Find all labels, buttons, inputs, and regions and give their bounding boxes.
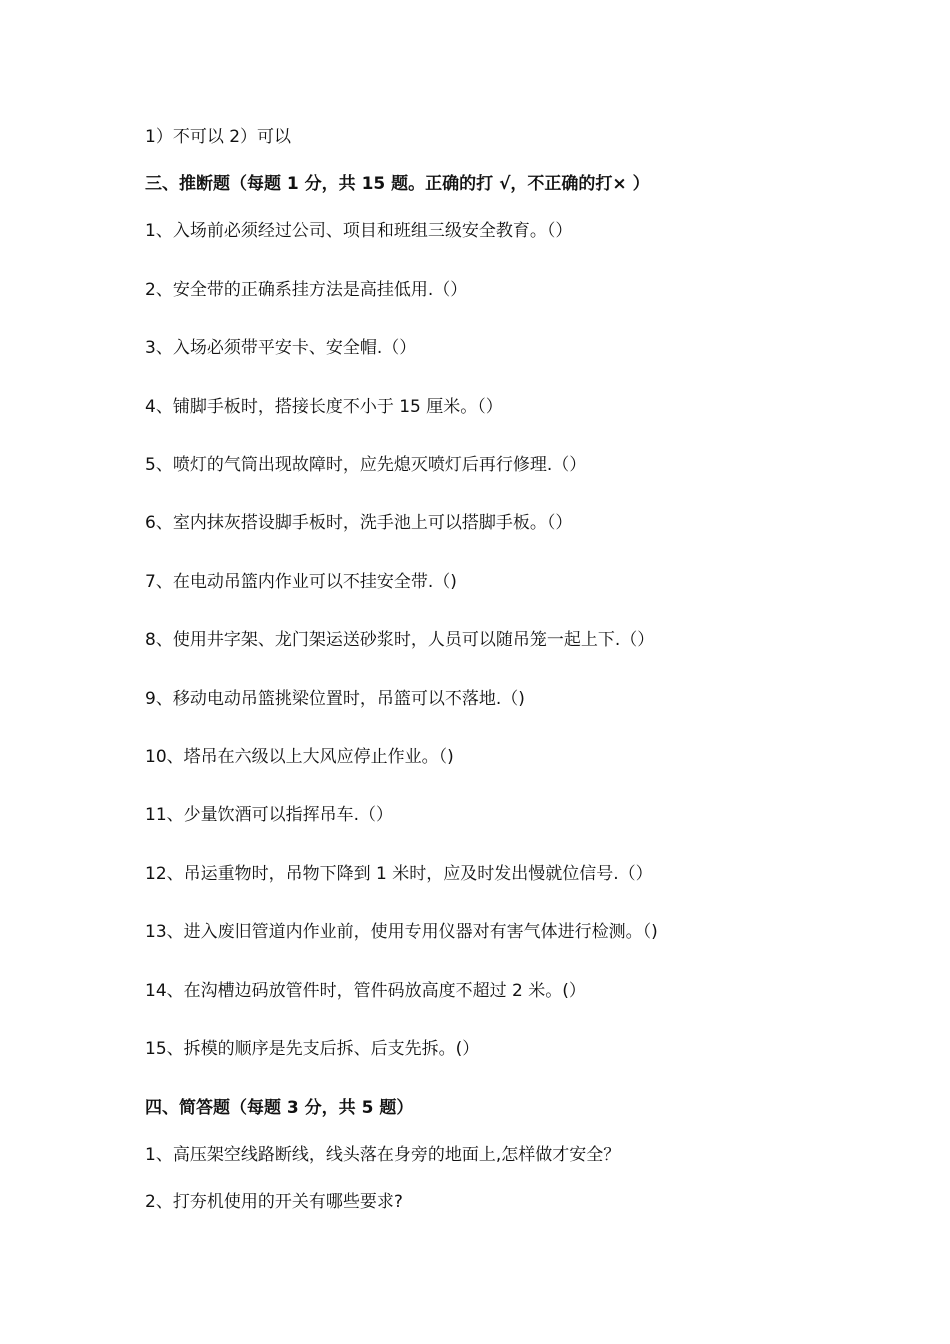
question-item: 6、室内抹灰搭设脚手板时，洗手池上可以搭脚手板。（） [145,513,573,533]
question-item: 14、在沟槽边码放管件时，管件码放高度不超过 2 米。(） [145,981,586,1001]
question-item: 5、喷灯的气筒出现故障时，应先熄灭喷灯后再行修理.（） [145,455,587,475]
question-item: 15、拆模的顺序是先支后拆、后支先拆。(） [145,1039,480,1059]
previous-answer-line: 1）不可以 2）可以 [145,127,292,147]
question-item: 4、铺脚手板时，搭接长度不小于 15 厘米。（） [145,397,503,417]
question-item: 2、打夯机使用的开关有哪些要求? [145,1192,403,1212]
question-item: 8、使用井字架、龙门架运送砂浆时，人员可以随吊笼一起上下.（） [145,630,655,650]
question-item: 3、入场必须带平安卡、安全帽.（） [145,338,417,358]
section-3-heading: 三、推断题（每题 1 分，共 15 题。正确的打 √，不正确的打× ） [145,174,650,194]
question-item: 13、进入废旧管道内作业前，使用专用仪器对有害气体进行检测。（) [145,922,658,942]
question-item: 2、安全带的正确系挂方法是高挂低用.（） [145,280,468,300]
question-item: 1、入场前必须经过公司、项目和班组三级安全教育。（） [145,221,573,241]
question-item: 1、高压架空线路断线，线头落在身旁的地面上,怎样做才安全？ [145,1145,621,1165]
question-item: 9、移动电动吊篮挑梁位置时，吊篮可以不落地.（) [145,689,525,709]
question-item: 10、塔吊在六级以上大风应停止作业。（) [145,747,454,767]
question-item: 11、少量饮酒可以指挥吊车.（） [145,805,394,825]
section-4-heading: 四、简答题（每题 3 分，共 5 题） [145,1098,414,1118]
question-item: 12、吊运重物时，吊物下降到 1 米时，应及时发出慢就位信号.（） [145,864,653,884]
question-item: 7、在电动吊篮内作业可以不挂安全带.（) [145,572,457,592]
